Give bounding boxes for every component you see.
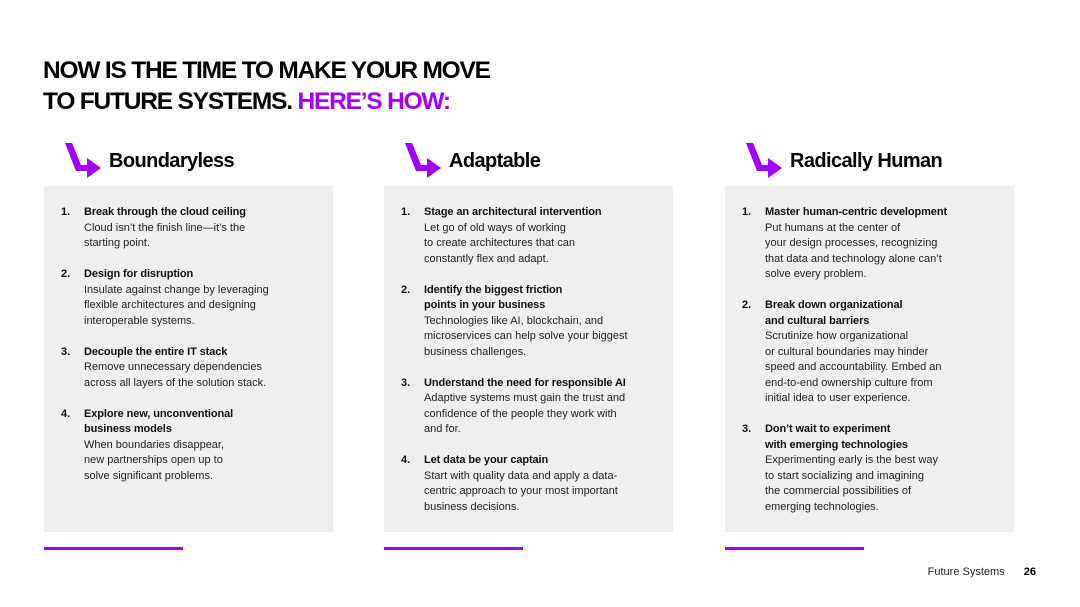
list-item xyxy=(725,298,1014,407)
list-item xyxy=(725,422,1014,515)
arrow-turn-down-right-icon xyxy=(402,140,444,180)
list-item xyxy=(384,283,673,361)
title-line-2: TO FUTURE SYSTEMS. xyxy=(43,88,292,115)
item-title: Let data be your captain xyxy=(424,454,549,466)
item-title: Master human-centric development xyxy=(765,206,948,218)
page-footer xyxy=(928,566,1036,578)
column-panel xyxy=(725,186,1014,532)
item-title: Explore new, unconventional business models xyxy=(84,407,234,435)
item-number: 2. xyxy=(742,299,752,311)
list-item xyxy=(384,453,673,515)
column-heading: Boundaryless xyxy=(109,150,235,172)
item-number: 3. xyxy=(742,423,752,435)
item-body: When boundaries disappear, new partnerships open up to solve significant problems. xyxy=(84,438,225,482)
item-number: 1. xyxy=(61,206,71,218)
item-number: 2. xyxy=(61,268,71,280)
item-body: Start with quality data and apply a data- centric approach to your most important business decisions. xyxy=(424,469,618,513)
item-body: Remove unnecessary dependencies across all layers of the solution stack. xyxy=(84,361,267,389)
list-item xyxy=(384,376,673,438)
list-item xyxy=(44,205,333,252)
column-panel xyxy=(384,186,673,532)
accent-rule xyxy=(384,547,523,550)
title-highlight: HERE’S HOW: xyxy=(297,88,450,115)
list-item xyxy=(725,205,1014,283)
item-body: Cloud isn’t the finish line—it’s the starting point. xyxy=(84,221,246,249)
item-title: Identify the biggest friction points in your business xyxy=(424,283,563,311)
item-number: 3. xyxy=(401,376,411,389)
column-heading: Adaptable xyxy=(449,150,541,172)
item-title: Break down organizational and cultural barriers xyxy=(765,299,903,327)
column-header xyxy=(44,138,344,182)
item-list xyxy=(44,186,333,484)
accent-rule xyxy=(725,547,864,550)
item-title: Decouple the entire IT stack xyxy=(84,345,228,358)
title-line-1: NOW IS THE TIME TO MAKE YOUR MOVE xyxy=(43,57,490,84)
page-number: 26 xyxy=(1023,566,1036,578)
item-title: Design for disruption xyxy=(84,268,194,280)
item-body: Experimenting early is the best way to start socializing and imagining the commercial possibilities of emerging technologies. xyxy=(765,454,939,513)
list-item xyxy=(44,407,333,485)
item-body: Adaptive systems must gain the trust and confidence of the people they work with and for. xyxy=(424,392,626,435)
item-body: Technologies like AI, blockchain, and microservices can help solve your biggest business challenges. xyxy=(424,314,628,358)
item-list xyxy=(725,186,1014,515)
item-number: 2. xyxy=(401,283,411,296)
column-header xyxy=(384,138,684,182)
item-title: Stage an architectural intervention xyxy=(424,206,602,218)
list-item xyxy=(44,345,333,392)
item-title: Don’t wait to experiment with emerging technologies xyxy=(765,423,908,451)
item-number: 1. xyxy=(742,206,752,218)
item-number: 4. xyxy=(61,407,71,420)
item-body: Let go of old ways of working to create architectures that can constantly flex and adapt. xyxy=(424,221,576,265)
arrow-turn-down-right-icon xyxy=(62,140,104,180)
item-body: Scrutinize how organizational or cultural boundaries may hinder speed and accountability. Embed an end-to-end ownership culture from initial idea to user experience. xyxy=(765,330,942,404)
item-body: Insulate against change by leveraging flexible architectures and designing interoperable systems. xyxy=(84,283,269,327)
item-number: 1. xyxy=(401,206,411,218)
item-number: 4. xyxy=(401,454,411,466)
item-title: Understand the need for responsible AI xyxy=(424,376,626,389)
footer-section: Future Systems xyxy=(927,566,1005,578)
list-item xyxy=(44,267,333,329)
item-body: Put humans at the center of your design processes, recognizing that data and technology alone can’t solve every problem. xyxy=(765,221,942,280)
accent-rule xyxy=(44,547,183,550)
list-item xyxy=(384,205,673,267)
column-panel xyxy=(44,186,333,532)
item-number: 3. xyxy=(61,345,71,358)
column-heading: Radically Human xyxy=(790,150,943,172)
page-title xyxy=(43,55,490,117)
arrow-turn-down-right-icon xyxy=(743,140,785,180)
column-header xyxy=(725,138,1025,182)
item-title: Break through the cloud ceiling xyxy=(84,206,246,218)
item-list xyxy=(384,186,673,515)
